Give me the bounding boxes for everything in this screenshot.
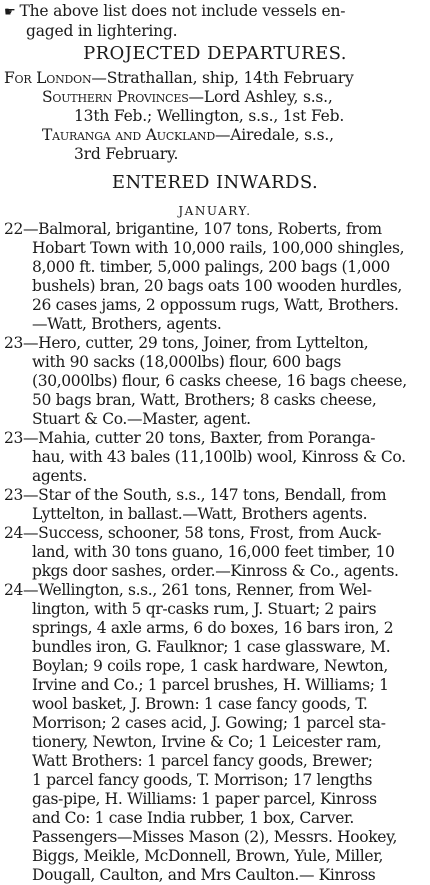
entry-continuation-line: wool basket, J. Brown: 1 case fancy goods, T. — [32, 695, 368, 713]
entry-continuation-line: Boylan; 9 coils rope, 1 cask hardware, Newton, — [32, 657, 388, 675]
entry-continuation-line: pkgs door sashes, order.—Kinross & Co., agents. — [32, 562, 399, 580]
notice-line-1 — [4, 2, 426, 22]
entry-continuation-line: Morrison; 2 cases acid, J. Gowing; 1 parcel sta- — [32, 714, 386, 732]
inward-entry — [4, 429, 426, 486]
entry-continuation-line: hau, with 43 bales (11,100lb) wool, Kinross & Co. — [32, 448, 406, 466]
inwards-entries — [4, 220, 426, 885]
departure-tauranga-cont: 3rd February. — [74, 145, 179, 163]
entry-continuation-line: bushels) bran, 20 bags oats 100 wooden hurdles, — [32, 277, 402, 295]
entry-continuation-line: Irvine and Co.; 1 parcel brushes, H. Williams; 1 — [32, 676, 389, 694]
departure-southern — [4, 88, 426, 107]
departure-southern-label: Southern Provinces — [42, 88, 189, 106]
entry-continuation-line: lington, with 5 qr-casks rum, J. Stuart; 2 pairs — [32, 600, 377, 618]
departure-southern-text: —Lord Ashley, s.s., — [188, 88, 333, 106]
inward-entry — [4, 220, 426, 334]
entry-continuation-line: 8,000 ft. timber, 5,000 palings, 200 bags (1,000 — [32, 258, 390, 276]
entry-continuation-line: 50 bags bran, Watt, Brothers; 8 casks cheese, — [32, 391, 377, 409]
projected-departures-heading: PROJECTED DEPARTURES. — [83, 43, 347, 64]
entry-first-line: 24—Success, schooner, 58 tons, Frost, from Auck- — [4, 524, 382, 542]
entry-continuation-line: with 90 sacks (18,000lbs) flour, 600 bags — [32, 353, 342, 371]
entry-continuation-line: agents. — [32, 467, 87, 485]
entry-continuation-line: 1 parcel fancy goods, T. Morrison; 17 lengths — [32, 771, 373, 789]
entry-continuation-line: —Watt, Brothers, agents. — [32, 315, 222, 333]
entry-first-line: 22—Balmoral, brigantine, 107 tons, Roberts, from — [4, 220, 382, 238]
entry-continuation-line: bundles iron, G. Faulknor; 1 case glassware, M. — [32, 638, 391, 656]
entry-first-line: 24—Wellington, s.s., 261 tons, Renner, from Wel- — [4, 581, 372, 599]
entry-first-line: 23—Hero, cutter, 29 tons, Joiner, from Lyttelton, — [4, 334, 369, 352]
departure-tauranga-label: Tauranga and Auckland — [42, 126, 215, 144]
departure-tauranga — [4, 126, 426, 145]
entry-first-line: 23—Star of the South, s.s., 147 tons, Bendall, from — [4, 486, 387, 504]
departure-southern-cont: 13th Feb.; Wellington, s.s., 1st Feb. — [74, 107, 345, 125]
inward-entry — [4, 524, 426, 581]
pointing-hand-icon: ☛ — [4, 5, 16, 20]
lightering-notice — [4, 2, 426, 41]
departure-london-text: —Strathallan, ship, 14th February — [91, 69, 354, 87]
entry-continuation-line: 26 cases jams, 2 oppossum rugs, Watt, Brothers. — [32, 296, 399, 314]
month-label: JANUARY. — [178, 204, 252, 218]
entry-continuation-line: Biggs, Meikle, McDonnell, Brown, Yule, Miller, — [32, 847, 384, 865]
inward-entry — [4, 581, 426, 885]
inward-entry — [4, 334, 426, 429]
entry-continuation-line: tionery, Newton, Irvine & Co; 1 Leicester ram, — [32, 733, 382, 751]
entry-continuation-line: Hobart Town with 10,000 rails, 100,000 shingles, — [32, 239, 405, 257]
entry-continuation-line: Watt Brothers: 1 parcel fancy goods, Brewer; — [32, 752, 373, 770]
notice-text-1: The above list does not include vessels en- — [19, 2, 346, 20]
notice-line-2: gaged in lightering. — [26, 22, 178, 40]
entered-inwards-heading: ENTERED INWARDS. — [111, 172, 319, 193]
entry-continuation-line: (30,000lbs) flour, 6 casks cheese, 16 bags cheese, — [32, 372, 407, 390]
entry-continuation-line: Lyttelton, in ballast.—Watt, Brothers agents. — [32, 505, 368, 523]
entry-continuation-line: land, with 30 tons guano, 16,000 feet timber, 10 — [32, 543, 395, 561]
entry-continuation-line: springs, 4 axle arms, 6 do boxes, 16 bars iron, 2 — [32, 619, 394, 637]
departure-london-label: For London — [4, 69, 92, 87]
entry-first-line: 23—Mahia, cutter 20 tons, Baxter, from Poranga- — [4, 429, 376, 447]
entry-continuation-line: and Co: 1 case India rubber, 1 box, Carver. — [32, 809, 354, 827]
entry-continuation-line: Dougall, Caulton, and Mrs Caulton.— Kinross — [32, 866, 376, 884]
entry-continuation-line: Stuart & Co.—Master, agent. — [32, 410, 251, 428]
departure-london — [4, 69, 426, 88]
entry-continuation-line: Passengers—Misses Mason (2), Messrs. Hookey, — [32, 828, 398, 846]
projected-departures-list — [4, 69, 426, 164]
departure-tauranga-text: —Airedale, s.s., — [214, 126, 334, 144]
entry-continuation-line: gas-pipe, H. Williams: 1 paper parcel, Kinross — [32, 790, 377, 808]
inward-entry — [4, 486, 426, 524]
